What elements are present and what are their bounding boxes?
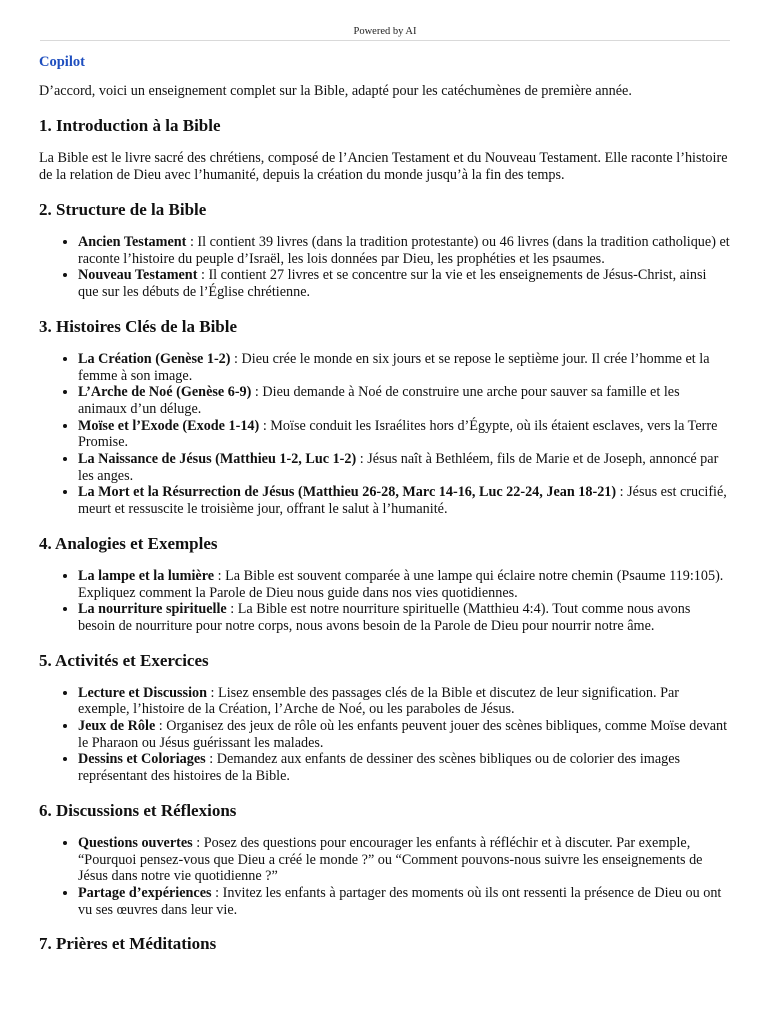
list-item-text: : Posez des questions pour encourager les enfants à réfléchir et à discuter. Par exemple, “Pourquoi pensez-vous que Dieu a créé le monde ?” ou “Comment pouvons-nous suivre les enseignements de Jésus dans notre vie quotidienne ?”	[78, 834, 703, 885]
list-item-text: : Organisez des jeux de rôle où les enfants peuvent jouer des scènes bibliques, comme Moïse devant le Pharaon ou Jésus guérissant les malades.	[78, 718, 728, 751]
message-content	[39, 52, 730, 968]
list-item-text: : Lisez ensemble des passages clés de la Bible et discutez de leur signification. Par exemple, l’histoire de la Création, l’Arche de Noé, ou les paraboles de Jésus.	[78, 684, 679, 718]
list-item-text: : Dieu crée le monde en six jours et se repose le septième jour. Il crée l’homme et la femme à son image.	[78, 350, 710, 384]
list-item	[78, 885, 730, 918]
list-item	[78, 384, 730, 417]
list-item	[78, 568, 730, 601]
section-title-discussions: 6. Discussions et Réflexions	[39, 800, 237, 820]
author-name: Copilot	[39, 54, 85, 70]
list-item	[78, 835, 730, 885]
list-item	[78, 451, 730, 484]
list-item	[78, 685, 730, 718]
list-item-text: : Dieu demande à Noé de construire une arche pour sauver sa famille et les animaux d’un déluge.	[78, 384, 680, 417]
list-item-term: Ancien Testament	[78, 234, 187, 250]
list-item-term: Lecture et Discussion	[78, 684, 207, 701]
list-item	[78, 351, 730, 384]
list-item-text: : La Bible est notre nourriture spirituelle (Matthieu 4:4). Tout comme nous avons besoin de nourriture pour notre corps, nous avons besoin de la Parole de Dieu pour nourrir notre âme.	[78, 601, 691, 634]
histoires-list	[39, 351, 730, 518]
section-paragraph-introduction: La Bible est le livre sacré des chrétiens, composé de l’Ancien Testament et du Nouveau Testament. Elle raconte l’histoire de la relation de Dieu avec l’humanité, depuis la création du monde jusqu’à la fin des temps.	[39, 150, 728, 183]
intro-text: D’accord, voici un enseignement complet sur la Bible, adapté pour les catéchumènes de première année.	[39, 83, 632, 99]
list-item-text: : Il contient 39 livres (dans la tradition protestante) ou 46 livres (dans la tradition catholique) et raconte l’histoire du peuple d’Israël, les lois données par Dieu, les prophéties et les psaumes.	[78, 234, 730, 267]
list-item	[78, 418, 730, 451]
list-item	[78, 601, 730, 634]
list-item-term: Jeux de Rôle	[78, 718, 156, 735]
list-item-text: : Il contient 27 livres et se concentre sur la vie et les enseignements de Jésus-Christ, ainsi que sur les débuts de l’Église chrétienne.	[78, 267, 707, 301]
section-title-prieres: 7. Prières et Méditations	[39, 934, 217, 954]
list-item-term: Moïse et l’Exode (Exode 1-14)	[78, 417, 260, 434]
powered-by-banner: Powered by AI	[40, 24, 730, 41]
list-item	[78, 267, 730, 300]
list-item-text: : Jésus est crucifié, meurt et ressuscite le troisième jour, offrant le salut à l’humanité.	[78, 484, 727, 518]
list-item	[78, 751, 730, 784]
discussions-list	[39, 835, 730, 919]
list-item-term: Nouveau Testament	[78, 267, 198, 284]
list-item	[78, 484, 730, 517]
list-item-term: L’Arche de Noé (Genèse 6-9)	[78, 384, 252, 401]
list-item-term: La Mort et la Résurrection de Jésus (Matthieu 26-28, Marc 14-16, Luc 22-24, Jean 18-21)	[78, 484, 617, 501]
list-item-text: : Invitez les enfants à partager des moments où ils ont ressenti la présence de Dieu ou ont vu ses œuvres dans leur vie.	[78, 884, 722, 918]
list-item-text: : La Bible est souvent comparée à une lampe qui éclaire notre chemin (Psaume 119:105). Expliquez comment la Parole de Dieu nous guide dans nos vies quotidiennes.	[78, 567, 724, 601]
section-title-histoires: 3. Histoires Clés de la Bible	[39, 316, 238, 336]
list-item-term: Dessins et Coloriages	[78, 751, 206, 768]
list-item	[78, 234, 730, 267]
section-title-analogies: 4. Analogies et Exemples	[39, 533, 218, 553]
section-title-structure: 2. Structure de la Bible	[39, 200, 207, 219]
list-item-term: La Naissance de Jésus (Matthieu 1-2, Luc 1-2)	[78, 451, 357, 468]
list-item-term: La lampe et la lumière	[78, 567, 215, 584]
activites-list	[39, 685, 730, 785]
list-item-text: : Moïse conduit les Israélites hors d’Égypte, où ils étaient esclaves, vers la Terre Promise.	[78, 417, 718, 451]
analogies-list	[39, 568, 730, 635]
section-title-activites: 5. Activités et Exercices	[39, 650, 209, 670]
list-item	[78, 718, 730, 751]
structure-list	[39, 234, 730, 301]
section-title-introduction: 1. Introduction à la Bible	[39, 116, 221, 135]
list-item-term: La nourriture spirituelle	[78, 601, 227, 618]
list-item-term: La Création (Genèse 1-2)	[78, 350, 231, 367]
list-item-text: : Demandez aux enfants de dessiner des scènes bibliques ou de colorier des images représentant des histoires de la Bible.	[78, 751, 681, 785]
list-item-term: Questions ouvertes	[78, 834, 193, 851]
list-item-text: : Jésus naît à Bethléem, fils de Marie et de Joseph, annoncé par les anges.	[78, 451, 719, 484]
list-item-term: Partage d’expériences	[78, 884, 212, 901]
